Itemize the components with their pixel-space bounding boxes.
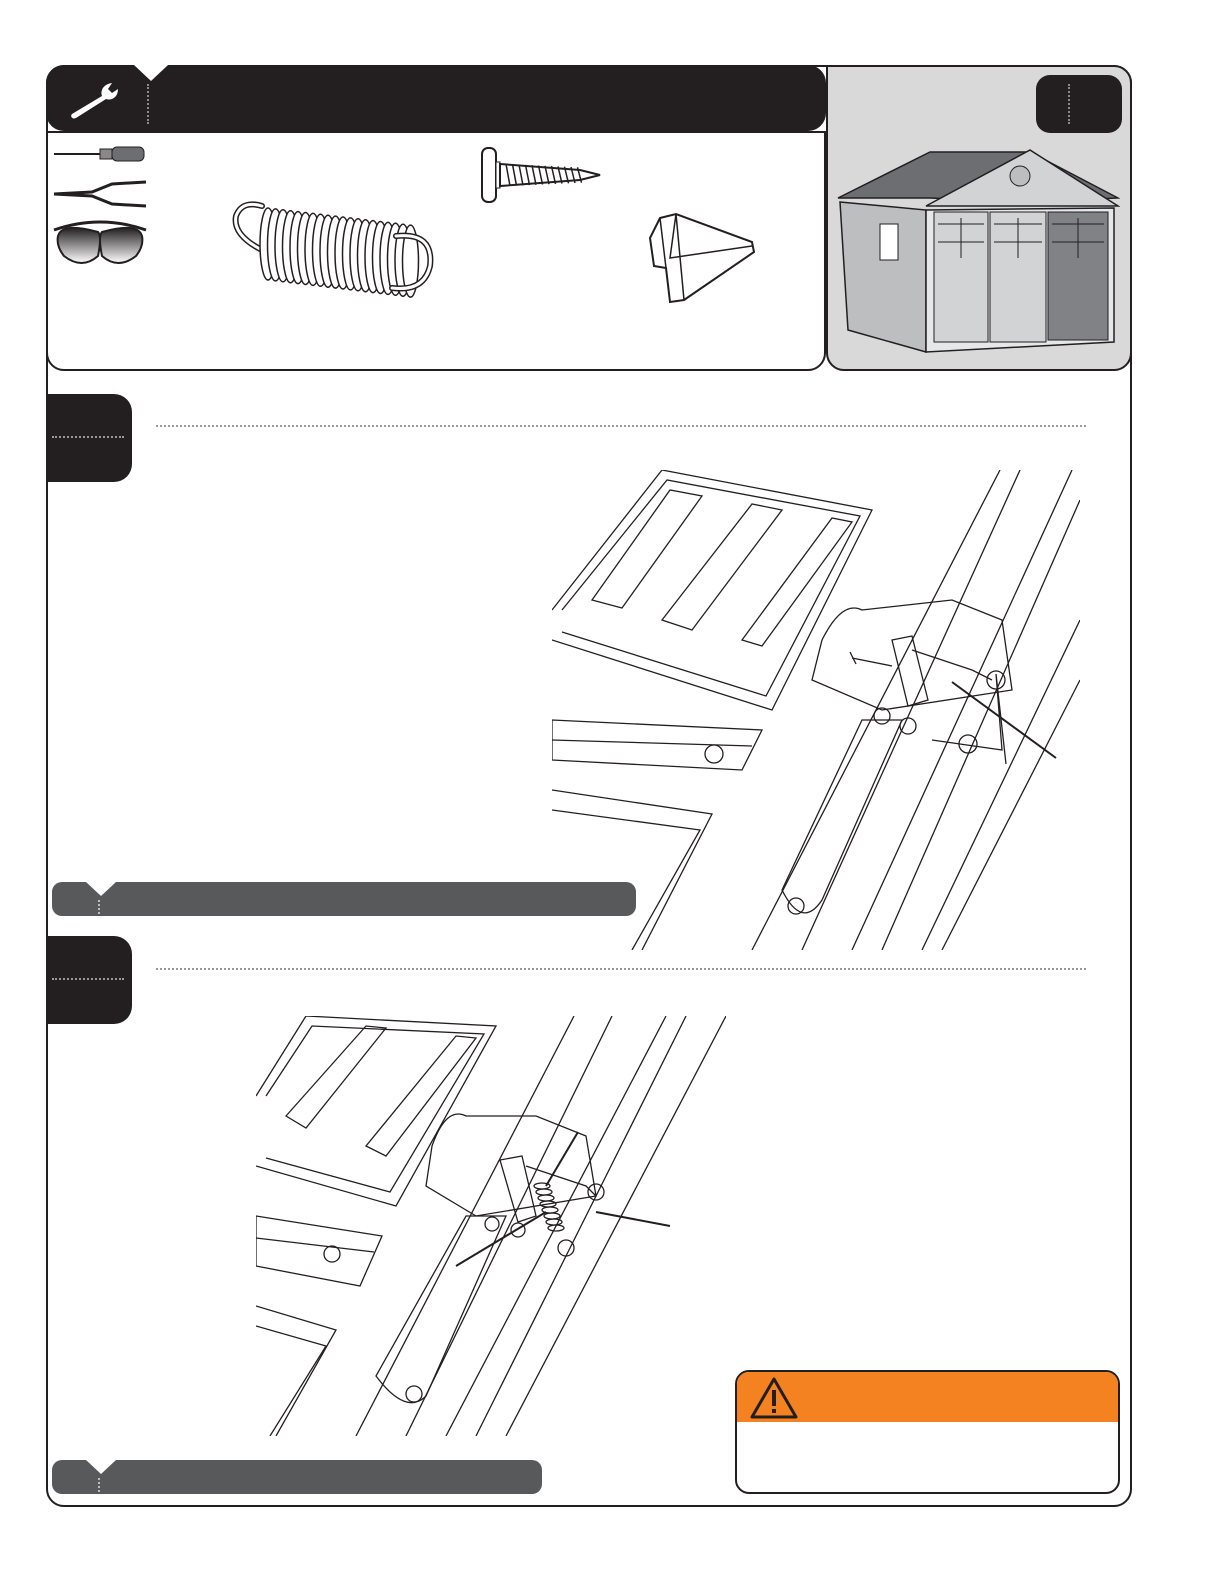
step-2-caption-bar (52, 1460, 542, 1494)
warning-box (735, 1370, 1120, 1494)
screwdriver-icon (52, 144, 148, 164)
step-1-divider (156, 425, 1086, 427)
page-tab (1036, 75, 1122, 133)
warning-header (737, 1372, 1118, 1422)
page-tab-separator (1068, 84, 1070, 124)
step-1-caption-bar (52, 882, 636, 916)
step-2-divider (156, 968, 1086, 970)
wrench-icon (62, 78, 128, 122)
step-2-illustration (256, 1016, 726, 1436)
shed-image (834, 146, 1120, 356)
step-tab-1 (46, 394, 132, 482)
header-separator (147, 84, 149, 124)
step-tab-2 (46, 936, 132, 1024)
step-1-illustration (552, 470, 1080, 950)
warning-triangle-icon (749, 1376, 799, 1420)
extension-spring-image (228, 196, 438, 300)
pliers-icon (52, 178, 150, 208)
door-bracket-image (640, 208, 760, 308)
screw-image (476, 144, 606, 206)
header-bar (46, 65, 826, 131)
safety-glasses-icon (52, 216, 148, 272)
